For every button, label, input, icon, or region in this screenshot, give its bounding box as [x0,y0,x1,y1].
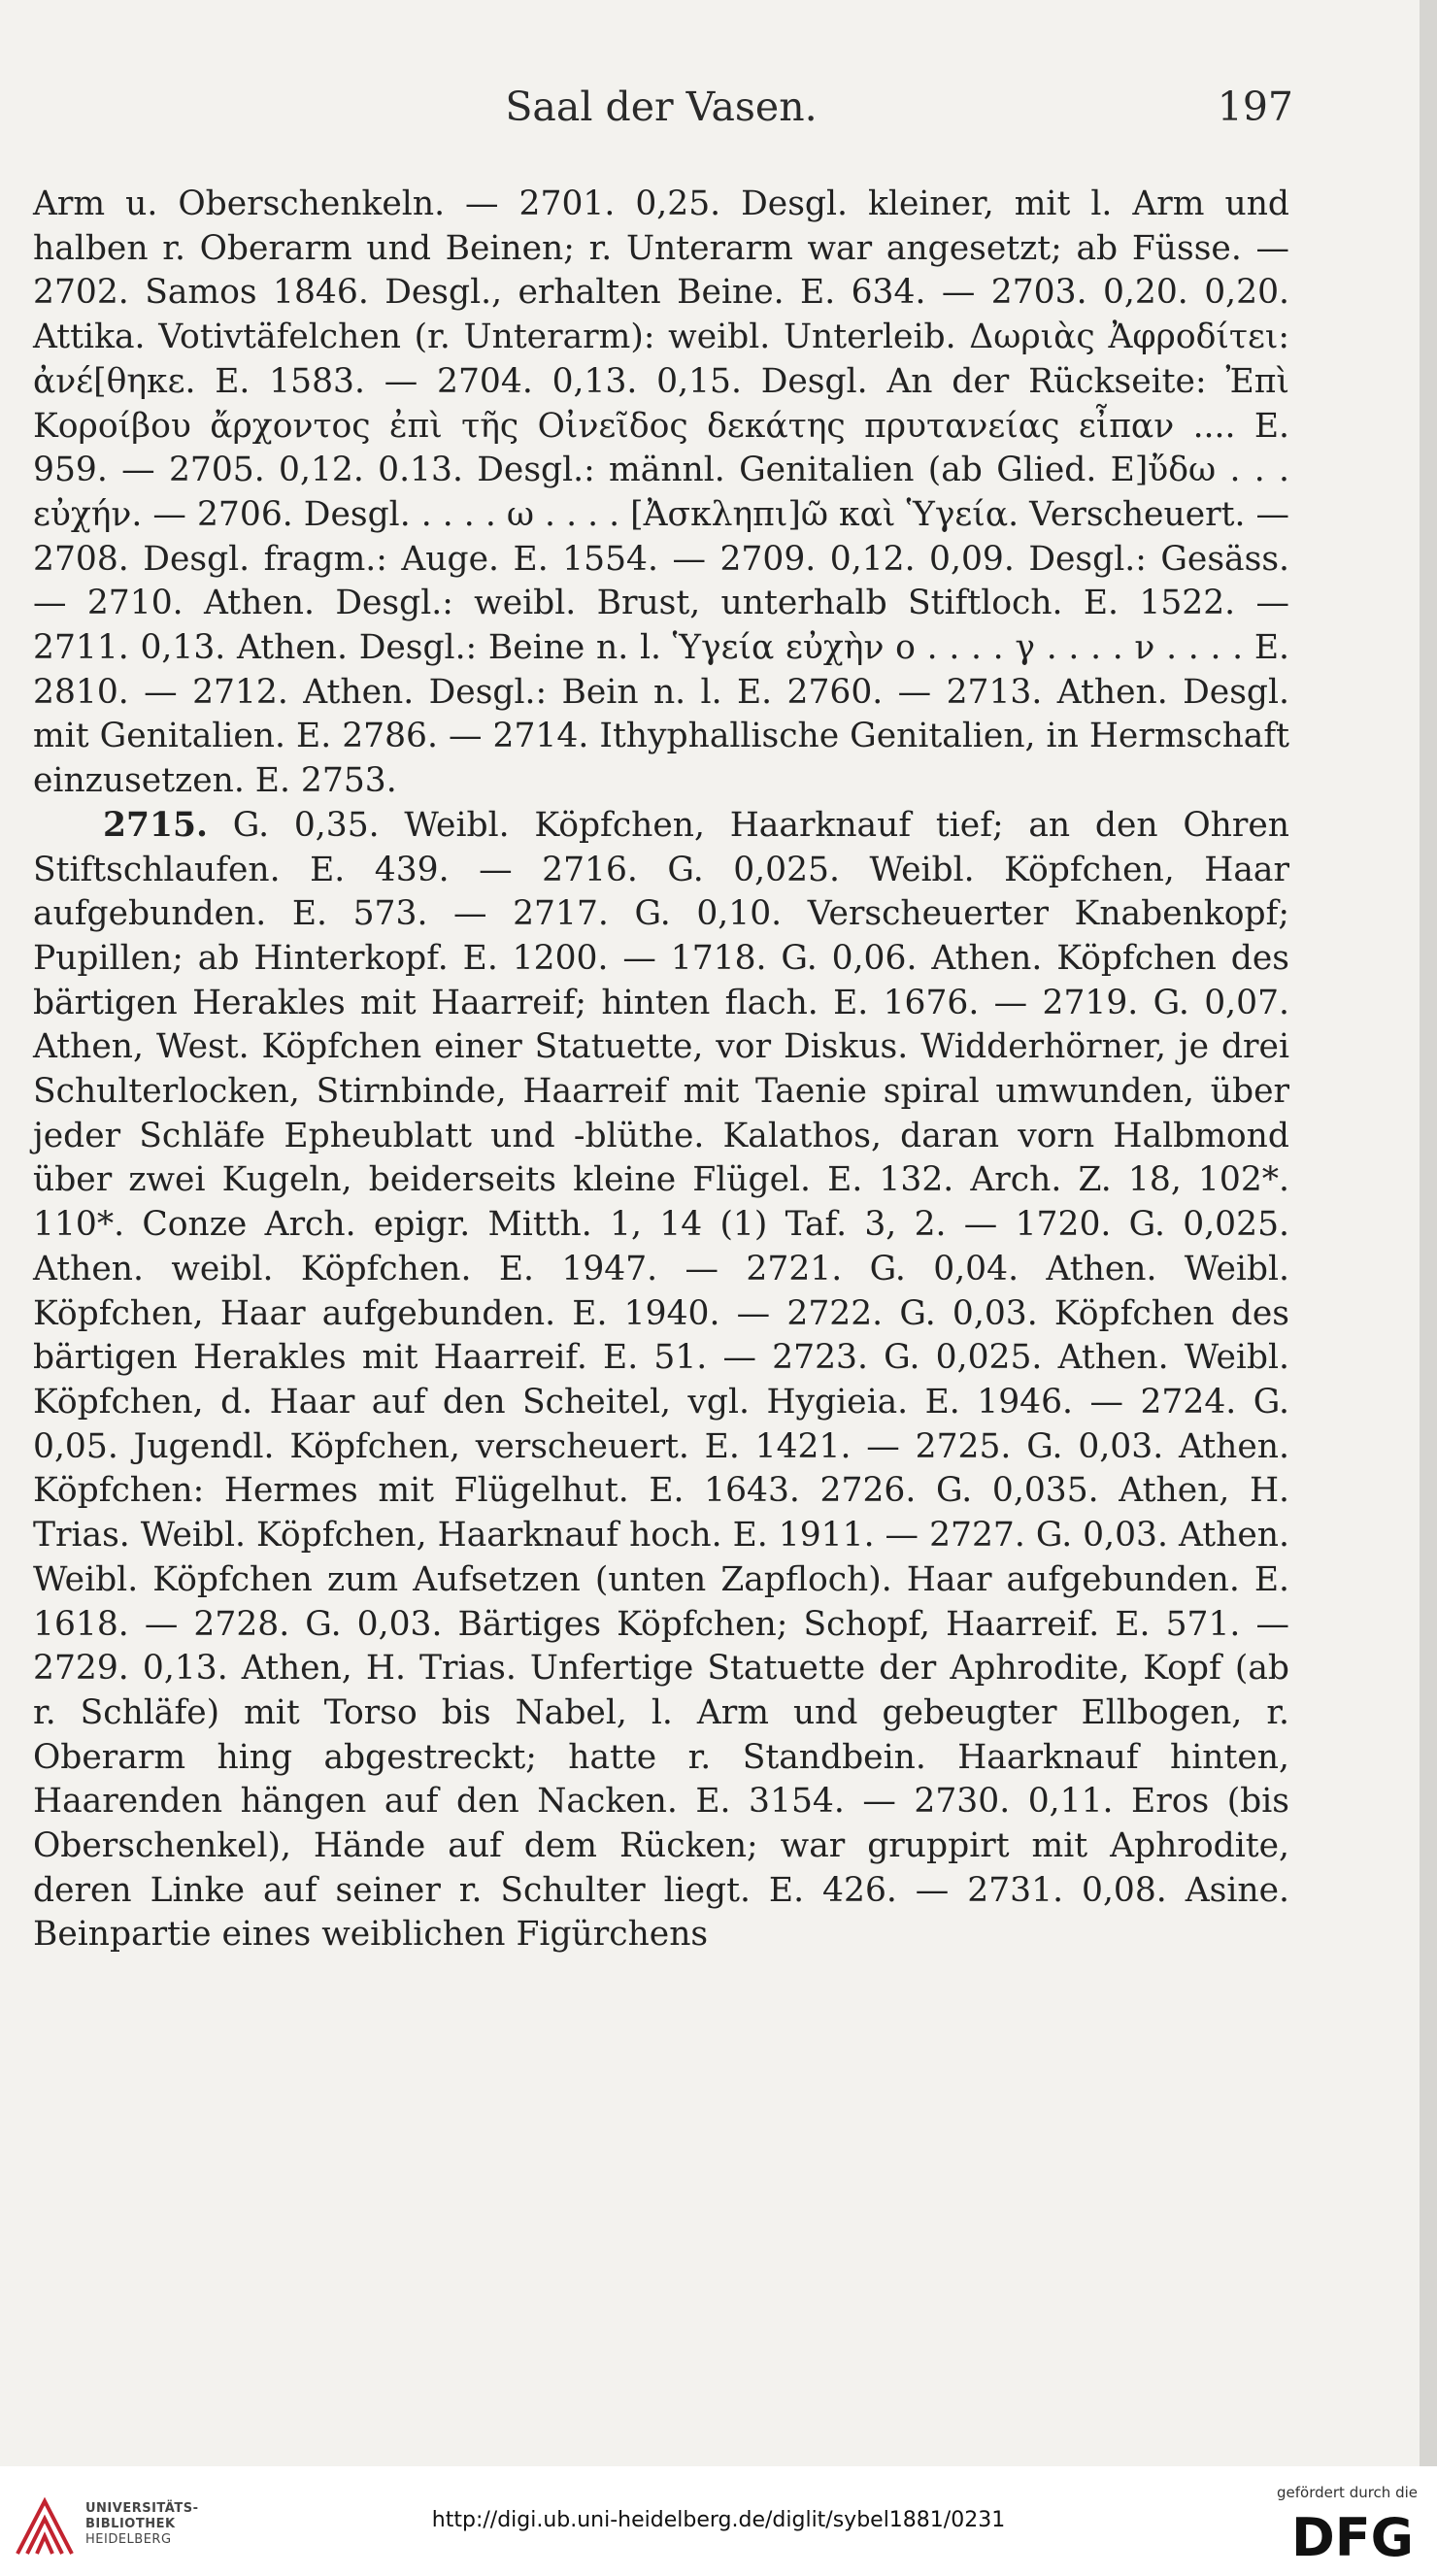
library-name-line-1: UNIVERSITÄTS- [85,2501,199,2516]
funding-label: gefördert durch die [1277,2484,1418,2501]
paragraph-2 [33,804,1289,1957]
paragraph-1: Arm u. Oberschenkeln. — 2701. 0,25. Desgl. kleiner, mit l. Arm und halben r. Oberarm und Beinen; r. Unterarm war angesetzt; ab Füsse. — 2702. Samos 1846. Desgl., erhalten Beine. E. 634. — 2703. 0,20. 0,20. Attika. Votivtäfelchen (r. Unterarm): weibl. Unterleib. Δωριὰς Ἀφροδίτει: ἀνέ[θηκε. E. 1583. — 2704. 0,13. 0,15. Desgl. An der Rückseite: Ἐπὶ Κοροίβου ἄρχοντος ἐπὶ τῆς Οἰνεῖδος δεκάτης πρυτανείας εἶπαν .... E. 959. — 2705. 0,12. 0.13. Desgl.: männl. Genitalien (ab Glied. Ε]ὔδω . . . εὐχήν. — 2706. Desgl. . . . . ω . . . . [Ἀσκληπι]ῶ καὶ Ὑγεία. Verscheuert. — 2708. Desgl. fragm.: Auge. E. 1554. — 2709. 0,12. 0,09. Desgl.: Gesäss. — 2710. Athen. Desgl.: weibl. Brust, unterhalb Stiftloch. E. 1522. — 2711. 0,13. Athen. Desgl.: Beine n. l. Ὑγεία εὐχὴν ο . . . . γ . . . . ν . . . . E. 2810. — 2712. Athen. Desgl.: Bein n. l. E. 2760. — 2713. Athen. Desgl. mit Genitalien. E. 2786. — 2714. Ithyphallische Genitalien, in Hermschaft einzusetzen. E. 2753. [33,184,1289,801]
page-edge-shadow [1420,0,1437,2466]
library-name-line-3: HEIDELBERG [85,2532,172,2547]
dfg-logo-icon [1287,2507,1418,2563]
page-number: 197 [1217,84,1293,130]
dfg-logo-text: DFG [1290,2507,1415,2563]
running-title: Saal der Vasen. [505,84,818,130]
running-head [29,80,1293,134]
paragraph-2-text: G. 0,35. Weibl. Köpfchen, Haarknauf tief; an den Ohren Stiftschlaufen. E. 439. — 2716. G. 0,025. Weibl. Köpfchen, Haar aufgebunden. E. 573. — 2717. G. 0,10. Verscheuerter Knabenkopf; Pupillen; ab Hinterkopf. E. 1200. — 1718. G. 0,06. Athen. Köpfchen des bärtigen Herakles mit Haarreif; hinten flach. E. 1676. — 2719. G. 0,07. Athen, West. Köpfchen einer Statuette, vor Diskus. Widderhörner, je drei Schulterlocken, Stirnbinde, Haarreif mit Taenie spiral umwunden, über jeder Schläfe Epheublatt und -blüthe. Kalathos, daran vorn Halbmond über zwei Kugeln, beiderseits kleine Flügel. E. 132. Arch. Z. 18, 102*. 110*. Conze Arch. epigr. Mitth. 1, 14 (1) Taf. 3, 2. — 1720. G. 0,025. Athen. weibl. Köpfchen. E. 1947. — 2721. G. 0,04. Athen. Weibl. Köpfchen, Haar aufgebunden. E. 1940. — 2722. G. 0,03. Köpfchen des bärtigen Herakles mit Haarreif. E. 51. — 2723. G. 0,025. Athen. Weibl. Köpfchen, d. Haar auf den Scheitel, vgl. Hygieia. E. 1946. — 2724. G. 0,05. Jugendl. Köpfchen, verscheuert. E. 1421. — 2725. G. 0,03. Athen. Köpfchen: Hermes mit Flügelhut. E. 1643. 2726. G. 0,035. Athen, H. Trias. Weibl. Köpfchen, Haarknauf hoch. E. 1911. — 2727. G. 0,03. Athen. Weibl. Köpfchen zum Aufsetzen (unten Zapfloch). Haar aufgebunden. E. 1618. — 2728. G. 0,03. Bärtiges Köpfchen; Schopf, Haarreif. E. 571. — 2729. 0,13. Athen, H. Trias. Unfertige Statuette der Aphrodite, Kopf (ab r. Schläfe) mit Torso bis Nabel, l. Arm und gebeugter Ellbogen, r. Oberarm hing abgestreckt; hatte r. Standbein. Haarknauf hinten, Haarenden hängen auf den Nacken. E. 3154. — 2730. 0,11. Eros (bis Oberschenkel), Hände auf dem Rücken; war gruppirt mit Aphrodite, deren Linke auf seiner r. Schulter liegt. E. 426. — 2731. 0,08. Asine. Beinpartie eines weiblichen Figürchens [33,805,1289,1955]
body-text [33,183,1289,1957]
library-name-line-2: BIBLIOTHEK [85,2517,176,2531]
permalink-url[interactable]: http://digi.ub.uni-heidelberg.de/diglit/sybel1881/0231 [431,2508,1006,2532]
entry-number: 2715. [103,805,209,845]
